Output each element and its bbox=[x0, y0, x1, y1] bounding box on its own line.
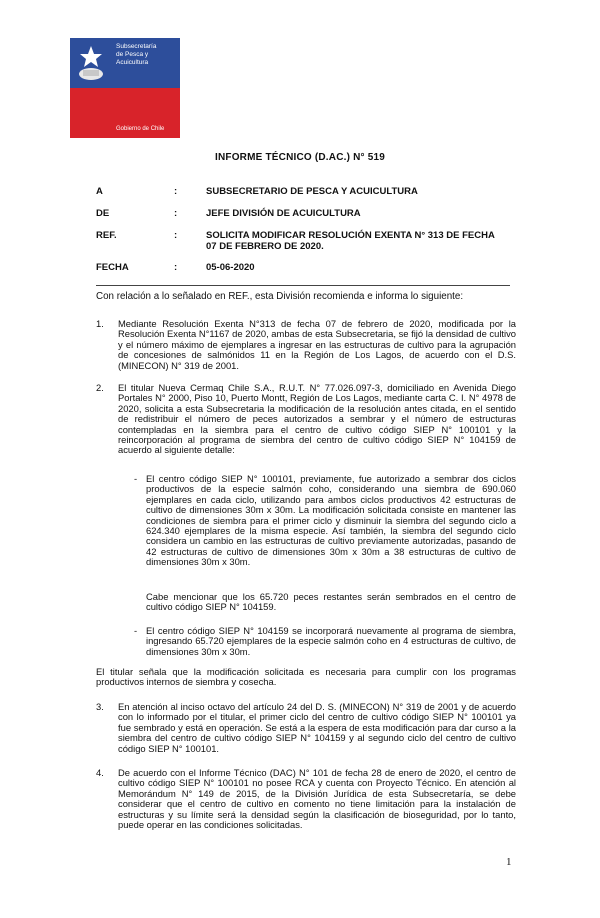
logo-text: Subsecretaría de Pesca y Acuicultura bbox=[116, 43, 157, 66]
item-number: 2. bbox=[96, 382, 104, 393]
item-text: En atención al inciso octavo del artículo 24 del D. S. (MINECON) N° 319 de 2001 y de acuerdo con lo informado por el titular, el primer ciclo del centro de cultivo código SIEP N° 100101 ya fue sembrado y está en operación. Se está a la espera de esta modificación para dar curso a la siembra del centro de cultivo código SIEP N° 104159 y al segundo ciclo del centro de cultivo código SIEP N° 100101. bbox=[118, 701, 516, 754]
gobierno-logo bbox=[70, 38, 180, 138]
item-text: Mediante Resolución Exenta N°313 de fecha 07 de febrero de 2020, modificada por la Resolución Exenta N°1167 de 2020, ambas de esta Subsecretaria, se fijó la densidad de cultivo y el número máximo de ejemplares a ingresar en las estructuras de cultivo para la agrupación de concesiones de salmónidos 11 en la Región de Los Lagos, de acuerdo con el D.S. (MINECON) N° 319 de 2001. bbox=[118, 318, 516, 371]
item-number: 1. bbox=[96, 318, 104, 329]
item-number: 3. bbox=[96, 701, 104, 712]
bullet-text: El centro código SIEP N° 100101, previamente, fue autorizado a sembrar dos ciclos productivos de la especie salmón coho, considerando una siembra de 690.060 ejemplares en cada ciclo, utilizando para ambos ciclos productivos 42 estructuras de cultivo de dimensiones 30m x 30m. La modificación solicitada consiste en mantener las condiciones de siembra para el primer ciclo y disminuir la siembra del segundo ciclo a 624.340 ejemplares de la misma especie. Así también, la siembra del segundo ciclo considera un cambio en las estructuras de cultivo previamente autorizadas, pasando de 42 estructuras de cultivo de dimensiones 30m x 30m a 38 estructuras de cultivo de dimensiones 30m x 30m. bbox=[146, 473, 516, 568]
bullet-note: Cabe mencionar que los 65.720 peces restantes serán sembrados en el centro de cultivo código SIEP N° 104159. bbox=[146, 591, 516, 613]
item-text: De acuerdo con el Informe Técnico (DAC) N° 101 de fecha 28 de enero de 2020, el centro de cultivo código SIEP N° 100101 no posee RCA y cuenta con Proyecto Técnico. En atención al Memorándum N° 149 de 2015, de la División Jurídica de esta Subsecretaría, se debe considerar que el centro de cultivo en comento no tiene limitación para la instalación de estructuras y su límite será la densidad según la clasificación de bioseguridad, por lo tanto, puede operar en las condiciones solicitadas. bbox=[118, 767, 516, 831]
page-number: 1 bbox=[506, 856, 512, 868]
document-title: INFORME TÉCNICO (D.AC.) N° 519 bbox=[214, 152, 385, 163]
bullet-dash: - bbox=[134, 473, 138, 484]
item-text: El titular Nueva Cermaq Chile S.A., R.U.T. N° 77.026.097-3, domiciliado en Avenida Diego Portales N° 2000, Piso 10, Puerto Montt, Región de Los Lagos, mediante carta C. I. N° 4978 de 2020, solicita a esta Subsecretaria la modificación de la resolución antes citada, en el sentido de redistribuir el número de peces autorizados a sembrar y el número de estructuras contempladas en la siembra para el centro de cultivo código SIEP N° 100101 y la reincorporación al programa de siembra del centro de cultivo código SIEP N° 104159 de acuerdo al siguiente detalle: bbox=[118, 382, 516, 456]
bullet-text: El centro código SIEP N° 104159 se incorporará nuevamente al programa de siembra, ingresando 65.720 ejemplares de la especie salmón coho en 4 estructuras de cultivo, de dimensiones 30m x 30m. bbox=[146, 625, 516, 657]
header-divider bbox=[96, 285, 510, 286]
logo-footer: Gobierno de Chile bbox=[116, 126, 165, 132]
closing-text: El titular señala que la modificación solicitada es necesaria para cumplir con los programas productivos internos de siembra y cosecha. bbox=[96, 666, 516, 688]
intro-text: Con relación a lo señalado en REF., esta División recomienda e informa lo siguiente: bbox=[96, 291, 464, 302]
coat-of-arms-icon bbox=[74, 42, 108, 84]
item-number: 4. bbox=[96, 767, 104, 778]
bullet-dash: - bbox=[134, 625, 138, 636]
